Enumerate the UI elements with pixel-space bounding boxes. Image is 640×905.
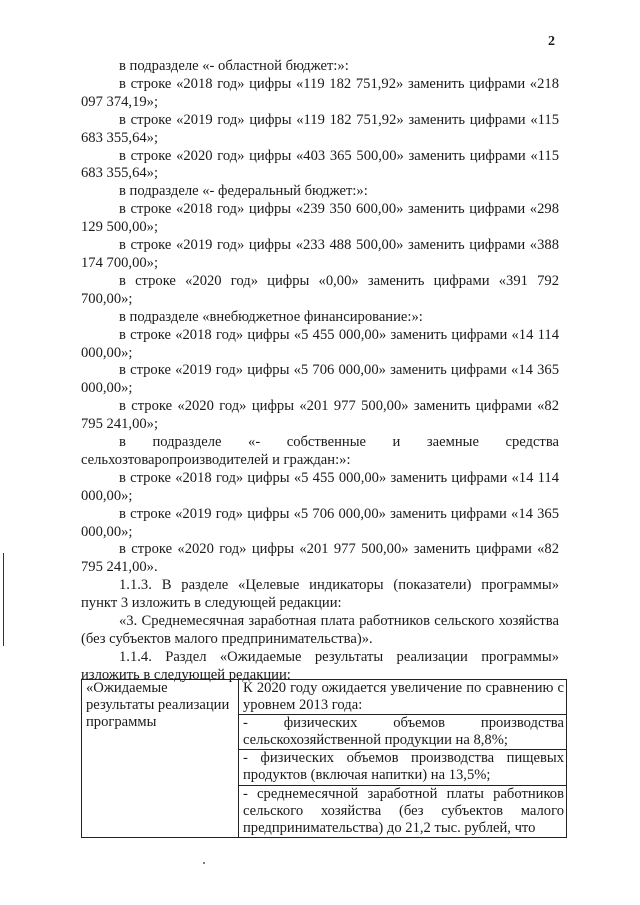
paragraph: в строке «2020 год» цифры «0,00» заменить цифрами «391 792 700,00»; (81, 272, 559, 307)
paragraph: «3. Среднемесячная заработная плата работников сельского хозяйства (без субъектов малого предпринимательства)». (81, 613, 559, 647)
paragraph: в подразделе «внебюджетное финансирование:»: (119, 308, 423, 325)
table-cell-heading: «Ожидаемые результаты реализации программы (82, 680, 239, 838)
paragraph: в строке «2019 год» цифры «119 182 751,92» заменить цифрами «115 683 355,64»; (81, 111, 559, 146)
paragraph: в строке «2020 год» цифры «201 977 500,00» заменить цифрами «82 795 241,00»; (81, 398, 559, 433)
table-intro: К 2020 году ожидается увеличение по сравнению с уровнем 2013 года: (239, 680, 566, 715)
paragraph: в строке «2018 год» цифры «239 350 600,00» заменить цифрами «298 129 500,00»; (81, 201, 559, 236)
scan-speck (203, 862, 205, 864)
table-cell-content (239, 680, 567, 838)
table-row (82, 680, 567, 838)
page-number: 2 (548, 34, 555, 49)
list-item: - физических объемов производства пищевых продуктов (включая напитки) на 13,5%; (239, 750, 566, 785)
paragraph: в строке «2019 год» цифры «233 488 500,00» заменить цифрами «388 174 700,00»; (81, 237, 559, 271)
list-item: - среднемесячной заработной платы работников сельского хозяйства (без субъектов малого предпринимательства) до 21,2 тыс. рублей, что (243, 785, 564, 836)
paragraph: в строке «2018 год» цифры «5 455 000,00» заменить цифрами «14 114 000,00»; (81, 469, 559, 504)
paragraph: 1.1.3. В разделе «Целевые индикаторы (показатели) программы» пункт 3 изложить в следующей редакции: (81, 577, 559, 612)
document-body (81, 58, 559, 685)
paragraph: в строке «2020 год» цифры «403 365 500,00» заменить цифрами «115 683 355,64»; (81, 147, 559, 182)
expected-results-table (81, 679, 567, 838)
paragraph: в подразделе «- областной бюджет:»: (119, 58, 349, 74)
paragraph: в строке «2018 год» цифры «119 182 751,92» заменить цифрами «218 097 374,19»; (81, 75, 559, 110)
paragraph: 1.1.4. Раздел «Ожидаемые результаты реализации программы» изложить в следующей редакции: (81, 648, 559, 683)
paragraph: в подразделе «- федеральный бюджет:»: (119, 183, 368, 200)
paragraph: в строке «2020 год» цифры «201 977 500,00» заменить цифрами «82 795 241,00». (81, 541, 559, 576)
paragraph: в строке «2019 год» цифры «5 706 000,00» заменить цифрами «14 365 000,00»; (81, 362, 559, 397)
list-item: - физических объемов производства сельскохозяйственной продукции на 8,8%; (239, 715, 566, 750)
paragraph: в строке «2019 год» цифры «5 706 000,00» заменить цифрами «14 365 000,00»; (81, 505, 559, 540)
paragraph: в строке «2018 год» цифры «5 455 000,00» заменить цифрами «14 114 000,00»; (81, 326, 559, 361)
scan-margin-mark (3, 553, 4, 646)
paragraph: в подразделе «- собственные и заемные средства сельхозтоваропроизводителей и граждан:»: (81, 434, 559, 468)
